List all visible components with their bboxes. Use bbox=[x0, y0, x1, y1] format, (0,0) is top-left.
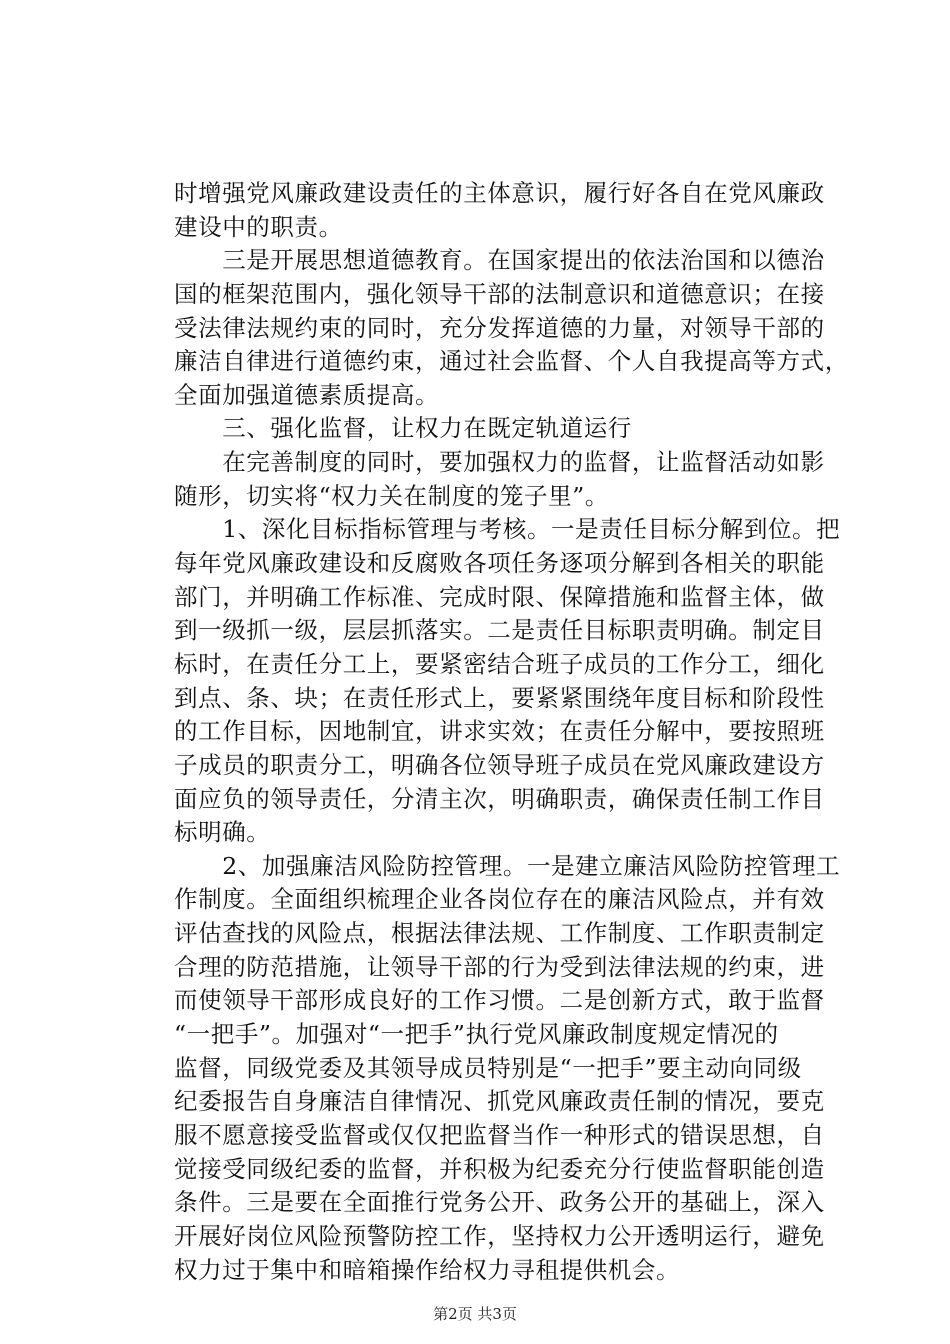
text-line: 而使领导干部形成良好的工作习惯。二是创新方式，敢于监督 bbox=[174, 986, 825, 1015]
text-line: 条件。三是要在全面推行党务公开、政务公开的基础上，深入 bbox=[174, 1188, 825, 1217]
text-line: 国的框架范围内，强化领导干部的法制意识和道德意识；在接 bbox=[174, 279, 825, 308]
text-line: 时增强党风廉政建设责任的主体意识，履行好各自在党风廉政 bbox=[174, 179, 825, 207]
text-line: 作制度。全面组织梳理企业各岗位存在的廉洁风险点，并有效 bbox=[174, 885, 825, 914]
text-line: 开展好岗位风险预警防控工作，坚持权力公开透明运行，避免 bbox=[174, 1221, 825, 1250]
text-line: 觉接受同级纪委的监督，并积极为纪委充分行使监督职能创造 bbox=[174, 1154, 825, 1183]
text-line: 2、加强廉洁风险防控管理。一是建立廉洁风险防控管理工 bbox=[174, 851, 841, 880]
text-line: 标明确。 bbox=[174, 818, 271, 847]
text-line: 到点、条、块；在责任形式上，要紧紧围绕年度目标和阶段性 bbox=[174, 683, 825, 712]
text-line: 监督，同级党委及其领导成员特别是“一把手”要主动向同级 bbox=[174, 1053, 802, 1082]
text-line: “一把手”。加强对“一把手”执行党风廉政制度规定情况的 bbox=[174, 1020, 779, 1049]
text-line: 在完善制度的同时，要加强权力的监督，让监督活动如影 bbox=[174, 448, 825, 477]
section-heading: 三、强化监督，让权力在既定轨道运行 bbox=[174, 414, 632, 443]
text-line: 子成员的职责分工，明确各位领导班子成员在党风廉政建设方 bbox=[174, 750, 825, 779]
text-line: 标时，在责任分工上，要紧密结合班子成员的工作分工，细化 bbox=[174, 649, 825, 678]
page-footer: 第2页 共3页 bbox=[433, 1305, 517, 1323]
text-line: 服不愿意接受监督或仅仅把监督当作一种形式的错误思想，自 bbox=[174, 1120, 825, 1149]
text-line: 建设中的职责。 bbox=[174, 212, 343, 241]
text-line: 评估查找的风险点，根据法律法规、工作制度、工作职责制定 bbox=[174, 919, 825, 948]
text-line: 部门，并明确工作标准、完成时限、保障措施和监督主体，做 bbox=[174, 582, 825, 611]
text-line: 的工作目标，因地制宜，讲求实效；在责任分解中，要按照班 bbox=[174, 717, 825, 746]
text-line: 全面加强道德素质提高。 bbox=[174, 380, 440, 409]
text-line: 1、深化目标指标管理与考核。一是责任目标分解到位。把 bbox=[174, 515, 841, 544]
text-line: 随形，切实将“权力关在制度的笼子里”。 bbox=[174, 481, 609, 510]
text-line: 纪委报告自身廉洁自律情况、抓党风廉政责任制的情况，要克 bbox=[174, 1087, 825, 1116]
text-line: 权力过于集中和暗箱操作给权力寻租提供机会。 bbox=[174, 1255, 681, 1284]
text-line: 每年党风廉政建设和反腐败各项任务逐项分解到各相关的职能 bbox=[174, 549, 825, 578]
text-line: 三是开展思想道德教育。在国家提出的依法治国和以德治 bbox=[174, 246, 825, 275]
text-line: 面应负的领导责任，分清主次，明确职责，确保责任制工作目 bbox=[174, 784, 825, 813]
text-line: 合理的防范措施，让领导干部的行为受到法律法规的约束，进 bbox=[174, 952, 825, 981]
text-line: 受法律法规约束的同时，充分发挥道德的力量，对领导干部的 bbox=[174, 313, 825, 342]
text-line: 到一级抓一级，层层抓落实。二是责任目标职责明确。制定目 bbox=[174, 616, 825, 645]
text-line: 廉洁自律进行道德约束，通过社会监督、个人自我提高等方式， bbox=[174, 347, 849, 376]
body-text bbox=[174, 177, 849, 1287]
